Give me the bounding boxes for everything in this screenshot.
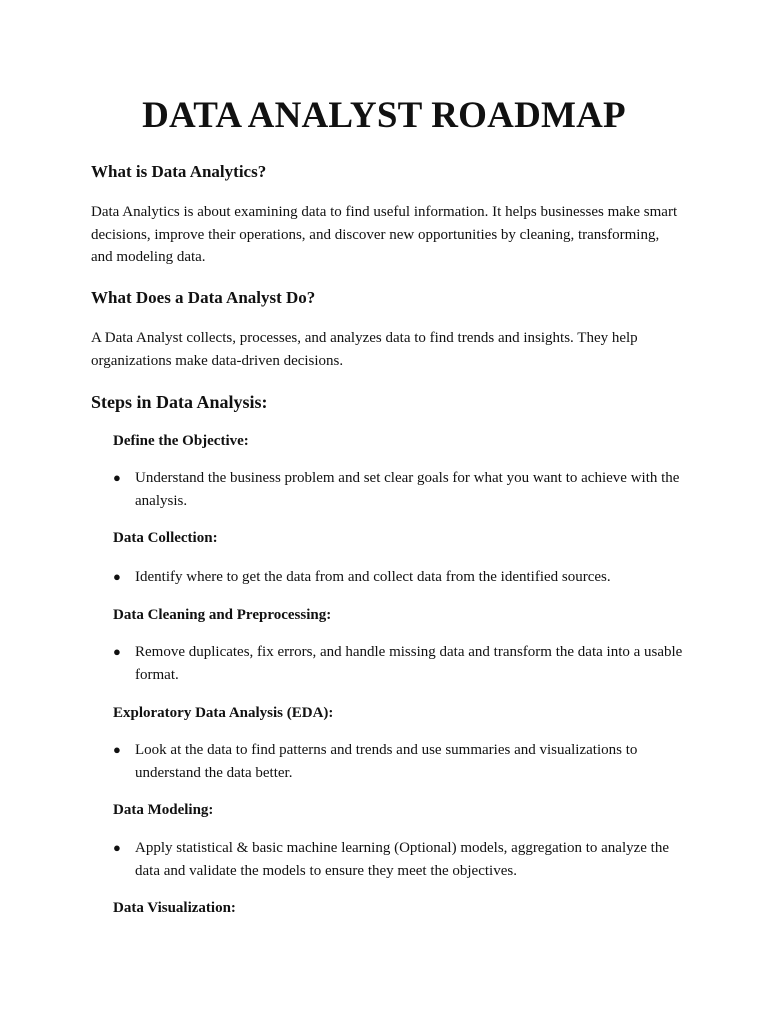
list-item — [113, 641, 683, 686]
bullet-icon: ● — [113, 569, 121, 584]
bullet-icon: ● — [113, 644, 121, 659]
step-bullet-text: Identify where to get the data from and collect data from the identified sources. — [135, 569, 611, 585]
step-bullet-text: Understand the business problem and set clear goals for what you want to achieve with the analysis. — [135, 470, 680, 509]
list-item — [113, 566, 683, 589]
step-bullet-text: Remove duplicates, fix errors, and handle missing data and transform the data into a usable format. — [135, 644, 683, 683]
step-title-data-collection: Data Collection: — [113, 530, 218, 546]
list-item — [113, 739, 683, 784]
list-item — [113, 467, 683, 512]
step-title-data-modeling: Data Modeling: — [113, 802, 214, 818]
bullet-icon: ● — [113, 840, 121, 855]
bullet-icon: ● — [113, 742, 121, 757]
list-item — [113, 837, 683, 882]
step-title-define-objective: Define the Objective: — [113, 433, 249, 449]
steps-heading: Steps in Data Analysis: — [91, 392, 268, 412]
section-body-what-is-data-analytics: Data Analytics is about examining data to find useful information. It helps businesses make smart decisions, improve their operations, and discover new opportunities by cleaning, transforming, and modeling data. — [91, 204, 678, 265]
section-heading-what-is-data-analytics: What is Data Analytics? — [91, 162, 267, 181]
step-bullet-text: Apply statistical & basic machine learning (Optional) models, aggregation to analyze the data and validate the models to ensure they meet the objectives. — [135, 840, 670, 879]
step-title-eda: Exploratory Data Analysis (EDA): — [113, 705, 334, 721]
step-title-data-visualization: Data Visualization: — [113, 900, 236, 916]
section-body-what-does-analyst-do: A Data Analyst collects, processes, and analyzes data to find trends and insights. They help organizations make data-driven decisions. — [91, 330, 638, 369]
step-bullet-text: Look at the data to find patterns and trends and use summaries and visualizations to understand the data better. — [135, 742, 638, 781]
document-title: DATA ANALYST ROADMAP — [142, 95, 626, 136]
section-heading-what-does-analyst-do: What Does a Data Analyst Do? — [91, 288, 316, 307]
step-title-data-cleaning: Data Cleaning and Preprocessing: — [113, 607, 332, 623]
bullet-icon: ● — [113, 470, 121, 485]
